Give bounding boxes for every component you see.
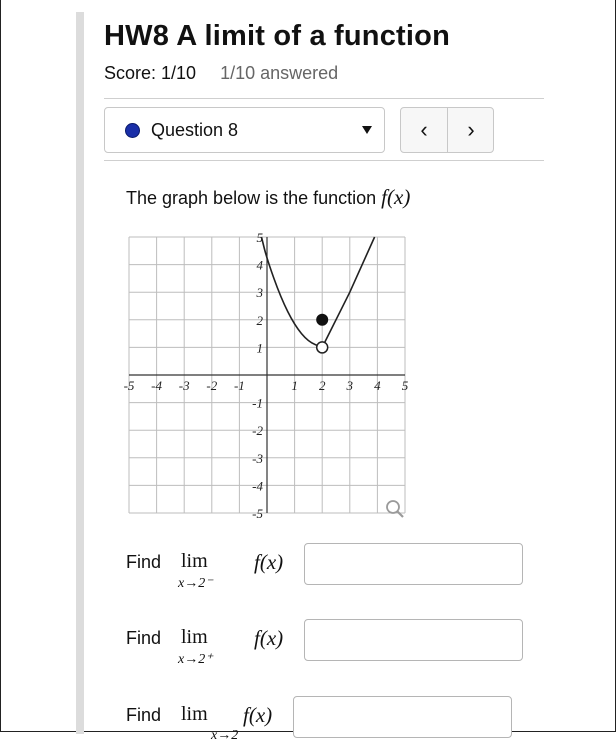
lim-word: lim <box>181 626 208 648</box>
open-point <box>317 342 328 353</box>
y-tick-label: -3 <box>252 450 263 466</box>
limit-question-3 <box>126 696 546 756</box>
page-title: HW8 A limit of a function <box>104 20 450 52</box>
x-tick-label: 3 <box>346 378 354 393</box>
y-tick-label: 1 <box>256 340 263 356</box>
x-tick-label: 2 <box>318 378 326 393</box>
y-tick-label: 3 <box>256 285 263 301</box>
lim-word: lim <box>181 703 208 725</box>
x-tick-label: -4 <box>151 378 163 393</box>
answer-input-3[interactable] <box>293 696 512 738</box>
question-dropdown[interactable] <box>104 107 385 153</box>
x-tick-label: 1 <box>291 378 298 393</box>
question-prompt <box>126 185 410 210</box>
lim-subscript: x→2 <box>211 728 239 743</box>
closed-point <box>317 314 328 325</box>
y-tick-label: -1 <box>252 395 263 411</box>
question-nav <box>400 107 494 153</box>
question-dropdown-label: Question 8 <box>151 120 239 140</box>
y-tick-label: -5 <box>252 506 263 521</box>
question-status-dot <box>125 123 140 138</box>
graph-axes <box>129 237 405 513</box>
answer-input-2[interactable] <box>304 619 523 661</box>
prompt-function: f(x) <box>381 185 411 209</box>
x-tick-label: -5 <box>123 378 135 393</box>
divider-bottom <box>104 160 544 161</box>
y-tick-label: -4 <box>252 478 263 494</box>
y-tick-label: 5 <box>256 230 263 245</box>
lim-subscript: x→2⁻ <box>178 576 213 591</box>
limit-function: f(x) <box>254 550 284 574</box>
y-tick-label: 4 <box>256 257 263 273</box>
left-sidebar-strip <box>76 12 84 734</box>
divider-top <box>104 98 544 99</box>
limit-question-1 <box>126 543 546 603</box>
limit-question-2 <box>126 619 546 679</box>
x-tick-label: -3 <box>178 378 190 393</box>
caret-down-icon <box>362 126 372 134</box>
prompt-text: The graph below is the function <box>126 188 377 208</box>
x-tick-label: 5 <box>401 378 409 393</box>
score-summary <box>104 63 338 84</box>
find-label: Find <box>126 705 162 725</box>
y-tick-label: -2 <box>252 423 263 439</box>
next-question-button[interactable]: › <box>467 117 475 142</box>
magnifier-icon[interactable] <box>387 501 403 517</box>
question-panel <box>104 0 544 743</box>
lim-word: lim <box>181 550 208 572</box>
magnifier-handle <box>397 511 403 517</box>
score-text: Score: 1/10 <box>104 63 197 83</box>
answer-input-1[interactable] <box>304 543 523 585</box>
y-tick-label: 2 <box>256 312 263 328</box>
answered-count: 1/10 answered <box>220 63 339 83</box>
x-tick-label: -2 <box>206 378 218 393</box>
find-label: Find <box>126 628 162 648</box>
find-label: Find <box>126 552 162 572</box>
x-tick-label: 4 <box>374 378 381 393</box>
previous-question-button[interactable]: ‹ <box>401 108 448 152</box>
limit-function: f(x) <box>254 626 284 650</box>
x-tick-label: -1 <box>233 378 245 393</box>
function-graph <box>124 232 414 522</box>
limit-function: f(x) <box>243 703 273 727</box>
lim-subscript: x→2⁺ <box>178 652 213 667</box>
